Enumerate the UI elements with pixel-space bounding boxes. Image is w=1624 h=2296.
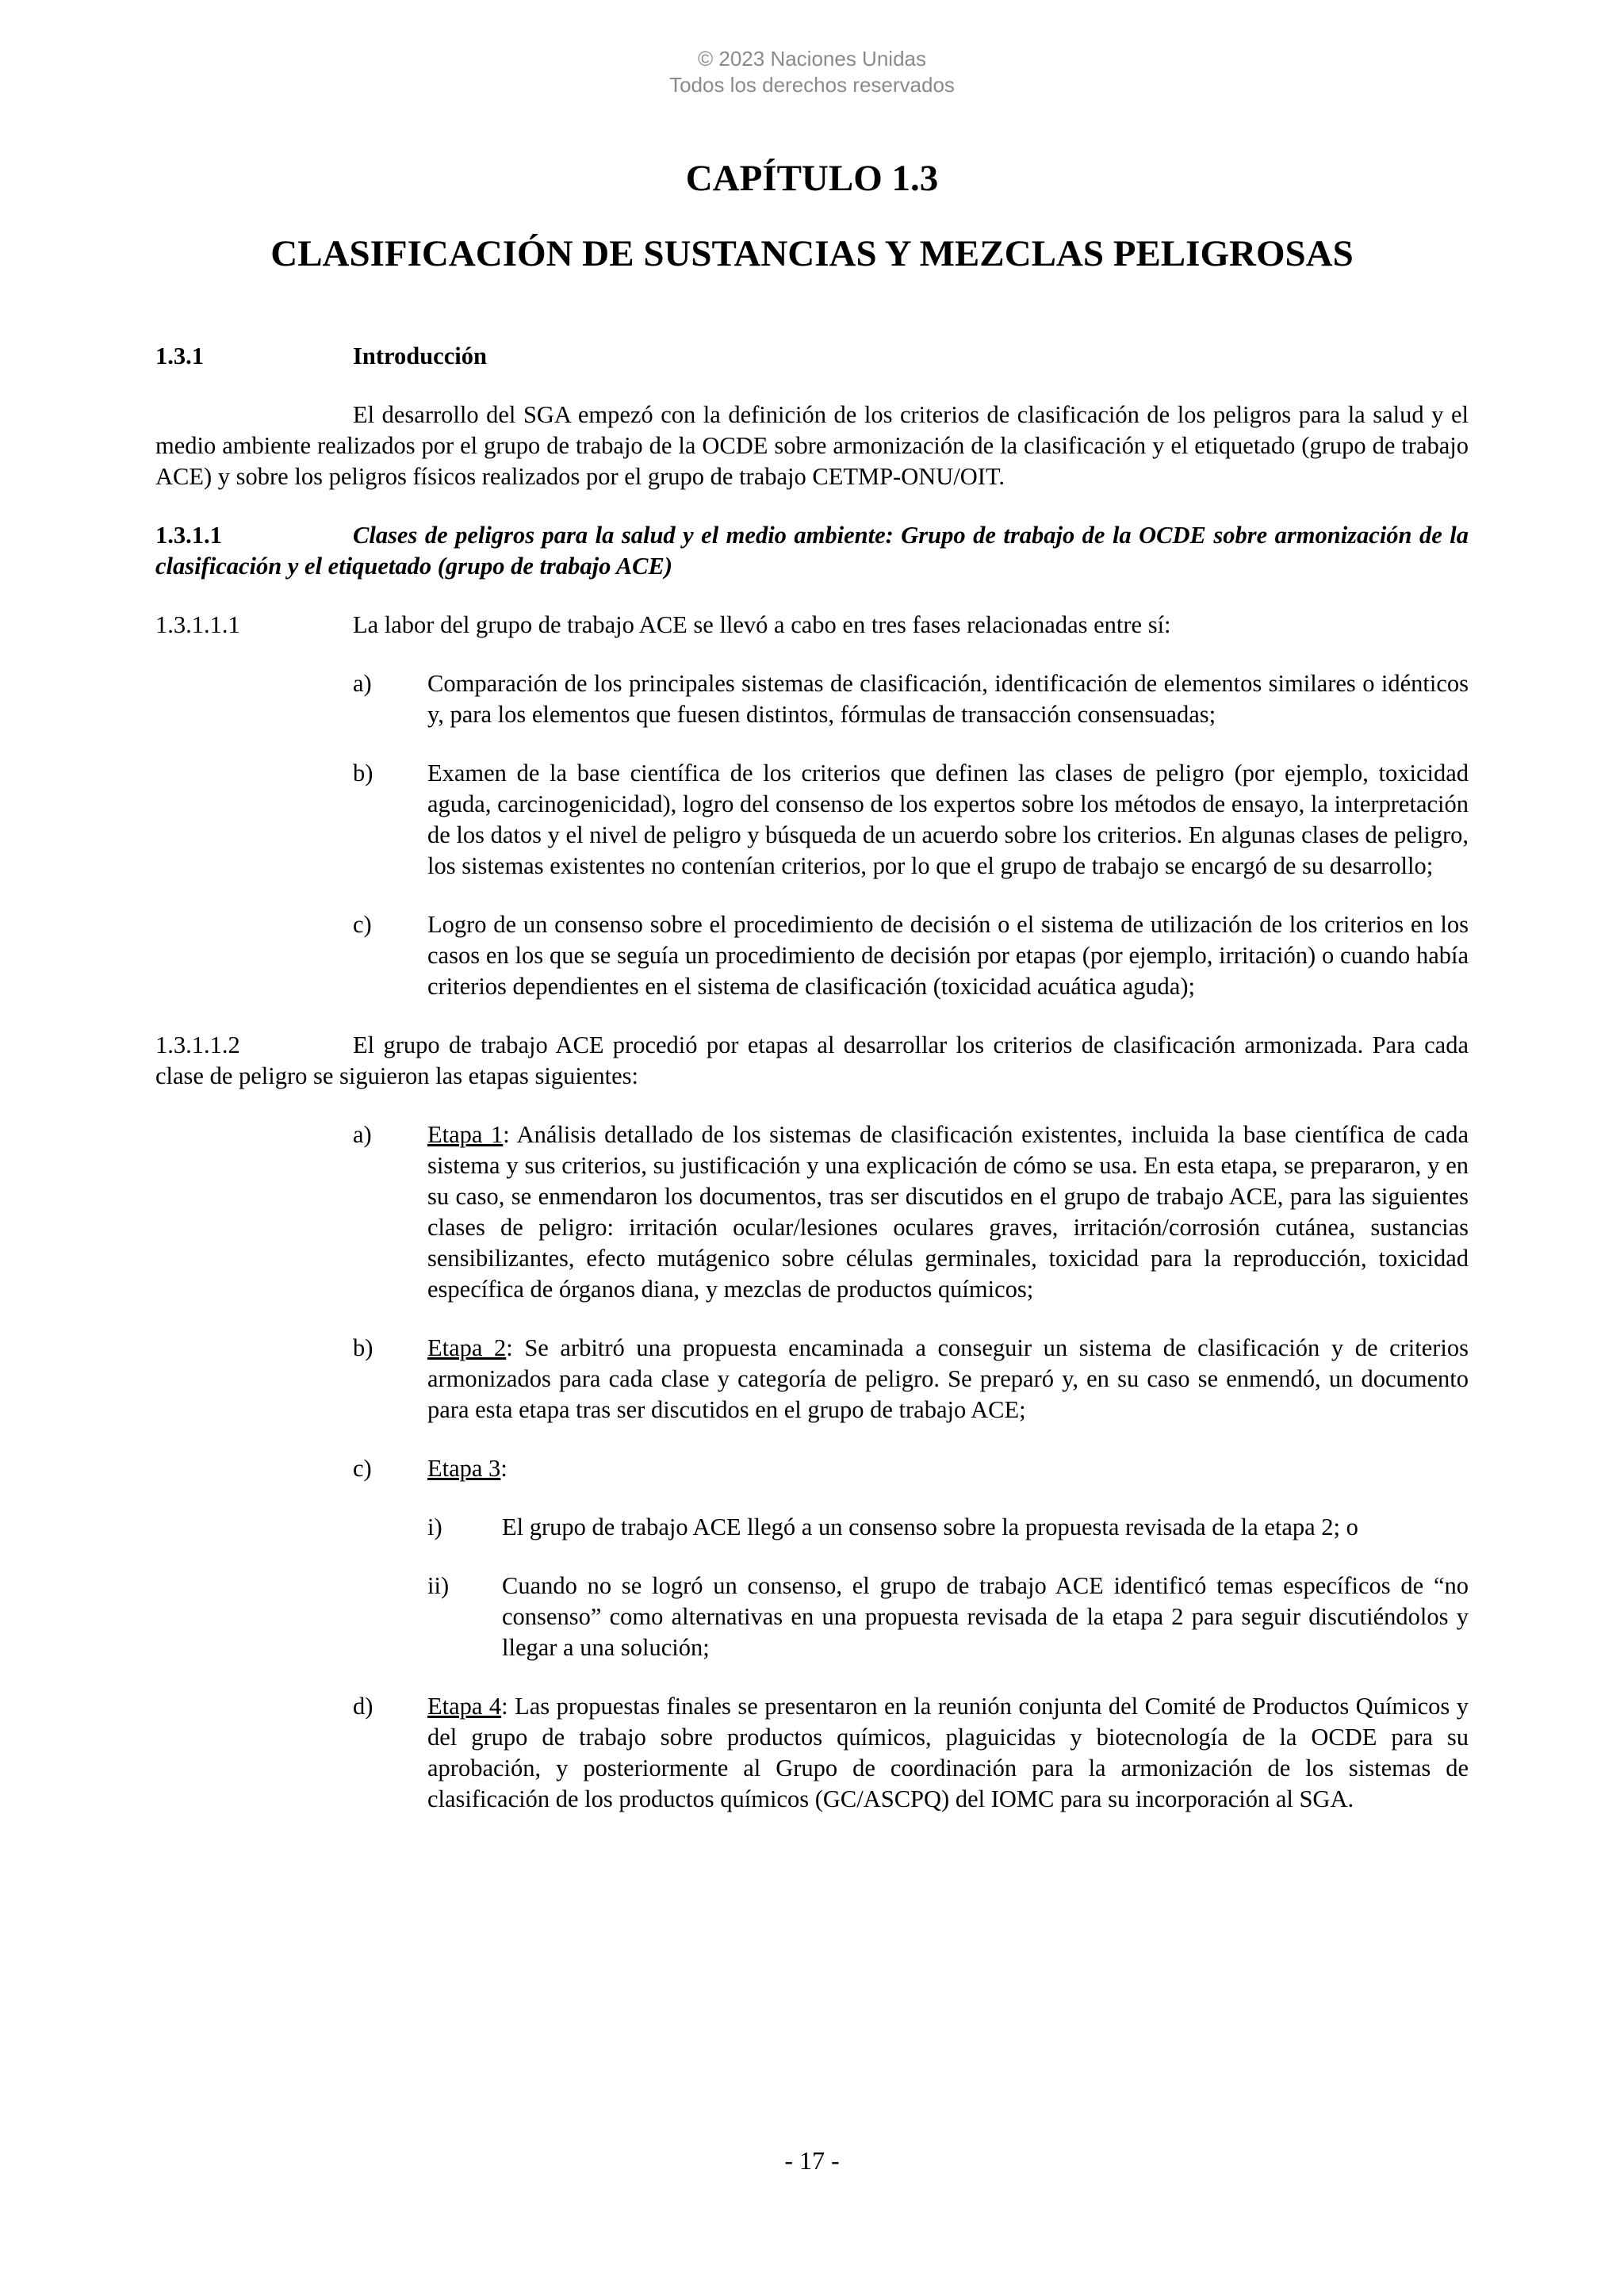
list-text bbox=[427, 1453, 1469, 1484]
paragraph-1-3-1-1-1 bbox=[155, 610, 1469, 641]
list-item bbox=[353, 1691, 1469, 1815]
stage-text: : Se arbitró una propuesta encaminada a conseguir un sistema de clasificación y de criterios armonizados para cada clase y categoría de peligro. Se preparó y, en su caso se enmendó, un documento para esta etapa tras ser discutidos en el grupo de trabajo ACE; bbox=[427, 1334, 1469, 1423]
paragraph-number: 1.3.1.1.2 bbox=[155, 1031, 240, 1058]
stage-text: : Análisis detallado de los sistemas de clasificación existentes, incluida la base científica de cada sistema y sus criterios, su justificación y una explicación de cómo se usa. En esta etapa, se prepararon, y en su caso, se enmendaron los documentos, tras ser discutidos en el grupo de trabajo ACE, para las siguientes clases de peligro: irritación ocular/lesiones oculares graves, irritación/corrosión cutánea, sustancias sensibilizantes, efecto mutágenico sobre células germinales, toxicidad para la reproducción, toxicidad específica de órganos diana, y mezclas de productos químicos; bbox=[427, 1121, 1469, 1303]
stage-text: : bbox=[500, 1455, 508, 1482]
sub-list-item bbox=[427, 1571, 1469, 1663]
list-item bbox=[353, 1119, 1469, 1305]
stage-label: Etapa 4 bbox=[427, 1693, 502, 1720]
sub-list-item bbox=[427, 1512, 1469, 1543]
section-title: Clases de peligros para la salud y el medio ambiente: Grupo de trabajo de la OCDE sobre armonización de la clasificación y el etiquetado (grupo de trabajo ACE) bbox=[155, 522, 1469, 580]
document-body bbox=[155, 341, 1469, 1815]
list-text bbox=[427, 1691, 1469, 1815]
copyright-line-2: Todos los derechos reservados bbox=[669, 73, 955, 97]
section-heading-1-3-1-1 bbox=[155, 520, 1469, 582]
list-label: b) bbox=[353, 760, 373, 786]
chapter-title: CLASIFICACIÓN DE SUSTANCIAS Y MEZCLAS PELIGROSAS bbox=[270, 233, 1354, 274]
paragraph-text: El grupo de trabajo ACE procedió por etapas al desarrollar los criterios de clasificación armonizada. Para cada clase de peligro se siguieron las etapas siguientes: bbox=[155, 1031, 1469, 1089]
copyright-notice bbox=[0, 46, 1624, 98]
sub-list-text: Cuando no se logró un consenso, el grupo de trabajo ACE identificó temas específicos de “no consenso” como alternativas en una propuesta revisada de la etapa 2 para seguir discutiéndolos y llegar a una solución; bbox=[502, 1572, 1469, 1661]
list-item bbox=[353, 1333, 1469, 1425]
sub-list-label: i) bbox=[427, 1513, 442, 1540]
list-text: Logro de un consenso sobre el procedimiento de decisión o el sistema de utilización de los criterios en los casos en los que se seguía un procedimiento de decisión por etapas (por ejemplo, irritación) o cuando había criterios dependientes en el sistema de clasificación (toxicidad acuática aguda); bbox=[427, 911, 1469, 1000]
sub-list-label: ii) bbox=[427, 1572, 450, 1599]
stage-label: Etapa 1 bbox=[427, 1121, 504, 1148]
intro-paragraph: El desarrollo del SGA empezó con la definición de los criterios de clasificación de los peligros para la salud y el medio ambiente realizados por el grupo de trabajo de la OCDE sobre armonización de la clasificación y el etiquetado (grupo de trabajo ACE) y sobre los peligros físicos realizados por el grupo de trabajo CETMP-ONU/OIT. bbox=[155, 401, 1469, 490]
list-item bbox=[353, 1453, 1469, 1484]
paragraph-1-3-1-1-2 bbox=[155, 1030, 1469, 1092]
copyright-line-1: © 2023 Naciones Unidas bbox=[698, 47, 926, 71]
list-label: d) bbox=[353, 1693, 373, 1720]
list-label: a) bbox=[353, 1121, 372, 1148]
list-item bbox=[353, 758, 1469, 882]
chapter-number: CAPÍTULO 1.3 bbox=[685, 158, 939, 199]
page-number: - 17 - bbox=[784, 2146, 840, 2175]
list-label: c) bbox=[353, 911, 372, 938]
section-number: 1.3.1 bbox=[155, 342, 204, 369]
list-item bbox=[353, 668, 1469, 730]
section-heading-1-3-1 bbox=[155, 341, 1469, 372]
list-text: Comparación de los principales sistemas de clasificación, identificación de elementos similares o idénticos y, para los elementos que fuesen distintos, fórmulas de transacción consensuadas; bbox=[427, 670, 1469, 728]
paragraph-text: La labor del grupo de trabajo ACE se llevó a cabo en tres fases relacionadas entre sí: bbox=[353, 611, 1171, 638]
list-label: c) bbox=[353, 1455, 372, 1482]
stage-label: Etapa 3 bbox=[427, 1455, 501, 1482]
sub-list-text: El grupo de trabajo ACE llegó a un consenso sobre la propuesta revisada de la etapa 2; o bbox=[502, 1513, 1358, 1540]
section-title: Introducción bbox=[353, 342, 487, 369]
list-text bbox=[427, 1119, 1469, 1305]
paragraph-number: 1.3.1.1.1 bbox=[155, 611, 240, 638]
list-text bbox=[427, 1333, 1469, 1425]
list-text: Examen de la base científica de los criterios que definen las clases de peligro (por ejemplo, toxicidad aguda, carcinogenicidad), logro del consenso de los expertos sobre los métodos de ensayo, la interpretación de los datos y el nivel de peligro y búsqueda de un acuerdo sobre los criterios. En algunas clases de peligro, los sistemas existentes no contenían criterios, por lo que el grupo de trabajo se encargó de su desarrollo; bbox=[427, 760, 1469, 879]
list-item bbox=[353, 909, 1469, 1002]
stage-label: Etapa 2 bbox=[427, 1334, 507, 1361]
list-label: a) bbox=[353, 670, 372, 697]
section-number: 1.3.1.1 bbox=[155, 522, 222, 549]
list-label: b) bbox=[353, 1334, 373, 1361]
stage-text: : Las propuestas finales se presentaron en la reunión conjunta del Comité de Productos Químicos y del grupo de trabajo sobre productos químicos, plaguicidas y biotecnología de la OCDE para su aprobación, y posteriormente al Grupo de coordinación para la armonización de los sistemas de clasificación de los productos químicos (GC/ASCPQ) del IOMC para su incorporación al SGA. bbox=[427, 1693, 1469, 1812]
